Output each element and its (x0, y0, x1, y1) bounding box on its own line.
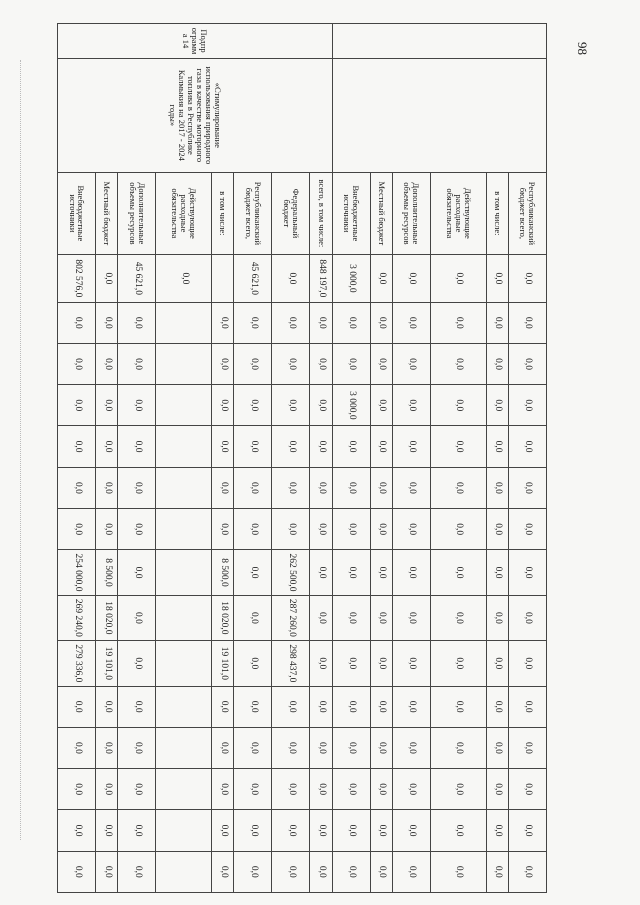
value-cell: 848 197,0 (310, 255, 332, 302)
value-cell: 0,0 (508, 595, 546, 640)
value-cell: 0,0 (332, 851, 370, 892)
value-cell: 0,0 (96, 385, 118, 426)
value-cell: 45 621,0 (118, 255, 156, 302)
value-cell: 0,0 (96, 426, 118, 467)
value-cell: 0,0 (430, 509, 486, 550)
value-cell: 8 500,0 (96, 550, 118, 595)
value-cell: 0,0 (234, 426, 272, 467)
value-cell: 0,0 (310, 641, 332, 686)
value-cell: 0,0 (332, 641, 370, 686)
value-cell: 0,0 (370, 595, 392, 640)
value-cell: 0,0 (508, 686, 546, 727)
value-cell: 0,0 (508, 343, 546, 384)
value-cell: 0,0 (486, 509, 508, 550)
value-cell: 0,0 (486, 302, 508, 343)
value-cell: 0,0 (310, 810, 332, 851)
value-cell: 0,0 (430, 426, 486, 467)
value-cell: 0,0 (392, 426, 430, 467)
value-cell: 0,0 (332, 302, 370, 343)
row-label: Дополнительные объемы ресурсов (118, 172, 156, 255)
value-cell: 0,0 (430, 595, 486, 640)
value-cell: 0,0 (272, 385, 310, 426)
value-cell: 0,0 (370, 467, 392, 508)
value-cell: 0,0 (392, 595, 430, 640)
value-cell: 0,0 (430, 255, 486, 302)
value-cell: 0,0 (212, 343, 234, 384)
value-cell (156, 727, 212, 768)
value-cell: 0,0 (392, 302, 430, 343)
value-cell: 0,0 (392, 255, 430, 302)
value-cell: 0,0 (234, 727, 272, 768)
value-cell (156, 641, 212, 686)
value-cell: 0,0 (234, 343, 272, 384)
value-cell (212, 255, 234, 302)
value-cell: 0,0 (234, 509, 272, 550)
value-cell: 0,0 (58, 769, 96, 810)
value-cell: 0,0 (310, 426, 332, 467)
value-cell: 0,0 (58, 426, 96, 467)
value-cell: 0,0 (508, 851, 546, 892)
value-cell: 0,0 (96, 727, 118, 768)
value-cell: 0,0 (234, 641, 272, 686)
value-cell: 0,0 (392, 851, 430, 892)
value-cell: 0,0 (310, 727, 332, 768)
row-label: Федеральный бюджет (272, 172, 310, 255)
value-cell: 0,0 (310, 467, 332, 508)
value-cell: 0,0 (212, 851, 234, 892)
value-cell: 45 621,0 (234, 255, 272, 302)
value-cell: 0,0 (508, 385, 546, 426)
value-cell: 0,0 (118, 426, 156, 467)
value-cell: 0,0 (508, 509, 546, 550)
value-cell (156, 343, 212, 384)
value-cell: 0,0 (486, 727, 508, 768)
value-cell: 0,0 (430, 343, 486, 384)
value-cell: 0,0 (212, 509, 234, 550)
subprogram-label: Подпр ограмм а 14 (58, 24, 333, 59)
value-cell: 0,0 (392, 509, 430, 550)
value-cell: 0,0 (430, 550, 486, 595)
value-cell: 0,0 (310, 851, 332, 892)
value-cell: 0,0 (392, 686, 430, 727)
row-label: Действующие расходные обязательства (156, 172, 212, 255)
value-cell: 0,0 (118, 851, 156, 892)
value-cell: 0,0 (370, 550, 392, 595)
row-label: всего, в том числе: (310, 172, 332, 255)
value-cell: 0,0 (486, 851, 508, 892)
value-cell: 0,0 (118, 509, 156, 550)
value-cell: 0,0 (392, 769, 430, 810)
value-cell: 19 101,0 (96, 641, 118, 686)
value-cell: 0,0 (508, 769, 546, 810)
value-cell: 0,0 (508, 426, 546, 467)
group-label: «Стимулирование использования природного газа в качестве моторного топлива в Республике Калмыкия на 2017 - 2024 годы» (58, 59, 333, 173)
value-cell: 0,0 (310, 302, 332, 343)
value-cell (156, 302, 212, 343)
value-cell: 0,0 (156, 255, 212, 302)
value-cell: 0,0 (310, 686, 332, 727)
value-cell: 0,0 (370, 769, 392, 810)
value-cell: 0,0 (332, 810, 370, 851)
value-cell: 0,0 (58, 686, 96, 727)
value-cell: 0,0 (58, 302, 96, 343)
value-cell: 0,0 (486, 769, 508, 810)
value-cell: 0,0 (58, 467, 96, 508)
value-cell: 0,0 (310, 595, 332, 640)
value-cell (156, 810, 212, 851)
value-cell: 0,0 (508, 467, 546, 508)
value-cell: 0,0 (486, 595, 508, 640)
value-cell: 802 576,0 (58, 255, 96, 302)
group-cell-empty (332, 59, 546, 173)
value-cell: 0,0 (212, 769, 234, 810)
value-cell: 0,0 (234, 302, 272, 343)
row-label: Внебюджетные источники (58, 172, 96, 255)
value-cell: 0,0 (430, 810, 486, 851)
value-cell: 0,0 (96, 467, 118, 508)
value-cell: 0,0 (392, 641, 430, 686)
value-cell: 0,0 (212, 302, 234, 343)
value-cell: 0,0 (96, 302, 118, 343)
value-cell: 8 500,0 (212, 550, 234, 595)
value-cell: 0,0 (430, 467, 486, 508)
value-cell: 0,0 (310, 550, 332, 595)
value-cell (156, 385, 212, 426)
value-cell (156, 851, 212, 892)
value-cell: 0,0 (234, 851, 272, 892)
value-cell: 0,0 (118, 727, 156, 768)
value-cell: 3 000,0 (332, 385, 370, 426)
value-cell: 0,0 (96, 810, 118, 851)
value-cell: 0,0 (332, 769, 370, 810)
value-cell: 298 437,0 (272, 641, 310, 686)
value-cell: 0,0 (58, 851, 96, 892)
value-cell: 0,0 (272, 255, 310, 302)
value-cell: 0,0 (370, 810, 392, 851)
value-cell: 0,0 (370, 343, 392, 384)
value-cell: 287 260,0 (272, 595, 310, 640)
value-cell: 0,0 (370, 727, 392, 768)
row-label: Внебюджетные источники (332, 172, 370, 255)
value-cell: 0,0 (272, 509, 310, 550)
value-cell: 0,0 (370, 851, 392, 892)
value-cell: 0,0 (508, 255, 546, 302)
value-cell: 0,0 (332, 550, 370, 595)
value-cell: 18 020,0 (212, 595, 234, 640)
value-cell: 254 000,0 (58, 550, 96, 595)
value-cell: 0,0 (430, 686, 486, 727)
value-cell: 0,0 (212, 426, 234, 467)
value-cell (156, 426, 212, 467)
value-cell: 0,0 (272, 686, 310, 727)
value-cell: 0,0 (272, 727, 310, 768)
value-cell: 0,0 (370, 255, 392, 302)
table-row (508, 24, 546, 893)
value-cell: 0,0 (234, 769, 272, 810)
value-cell: 0,0 (486, 686, 508, 727)
value-cell: 0,0 (486, 810, 508, 851)
row-label: Республиканский бюджет всего, (508, 172, 546, 255)
value-cell: 0,0 (486, 467, 508, 508)
value-cell: 0,0 (118, 686, 156, 727)
value-cell: 0,0 (392, 467, 430, 508)
value-cell: 0,0 (272, 343, 310, 384)
value-cell: 269 240,0 (58, 595, 96, 640)
row-label: в том числе: (486, 172, 508, 255)
value-cell: 0,0 (508, 810, 546, 851)
value-cell: 0,0 (118, 302, 156, 343)
value-cell: 0,0 (234, 686, 272, 727)
value-cell: 0,0 (118, 595, 156, 640)
value-cell: 0,0 (212, 810, 234, 851)
subprogram-cell-empty (332, 24, 546, 59)
value-cell: 18 020,0 (96, 595, 118, 640)
value-cell: 0,0 (486, 550, 508, 595)
value-cell: 0,0 (332, 426, 370, 467)
value-cell: 0,0 (234, 467, 272, 508)
value-cell: 0,0 (118, 550, 156, 595)
value-cell: 0,0 (486, 426, 508, 467)
value-cell: 0,0 (370, 686, 392, 727)
row-label: в том числе: (212, 172, 234, 255)
value-cell: 0,0 (370, 426, 392, 467)
value-cell: 0,0 (370, 302, 392, 343)
value-cell: 0,0 (508, 302, 546, 343)
value-cell: 0,0 (212, 467, 234, 508)
value-cell: 19 101,0 (212, 641, 234, 686)
value-cell: 0,0 (118, 769, 156, 810)
value-cell: 0,0 (370, 641, 392, 686)
value-cell: 0,0 (370, 509, 392, 550)
value-cell: 0,0 (332, 467, 370, 508)
value-cell: 0,0 (58, 509, 96, 550)
value-cell: 0,0 (392, 810, 430, 851)
value-cell: 0,0 (332, 727, 370, 768)
value-cell: 0,0 (508, 641, 546, 686)
value-cell: 0,0 (272, 426, 310, 467)
value-cell: 0,0 (310, 769, 332, 810)
value-cell (156, 686, 212, 727)
value-cell: 0,0 (430, 385, 486, 426)
value-cell: 0,0 (310, 385, 332, 426)
value-cell: 0,0 (272, 851, 310, 892)
value-cell: 0,0 (508, 550, 546, 595)
value-cell: 0,0 (212, 686, 234, 727)
value-cell: 0,0 (392, 343, 430, 384)
value-cell: 0,0 (332, 509, 370, 550)
value-cell: 0,0 (486, 343, 508, 384)
value-cell: 0,0 (234, 550, 272, 595)
value-cell: 0,0 (212, 385, 234, 426)
value-cell: 0,0 (234, 385, 272, 426)
value-cell: 0,0 (272, 302, 310, 343)
row-label: Республиканский бюджет всего, (234, 172, 272, 255)
value-cell: 0,0 (96, 769, 118, 810)
funding-table (57, 23, 547, 893)
value-cell: 0,0 (96, 343, 118, 384)
value-cell (156, 509, 212, 550)
value-cell: 0,0 (58, 343, 96, 384)
value-cell: 0,0 (96, 686, 118, 727)
row-label: Местный бюджет (96, 172, 118, 255)
value-cell: 0,0 (392, 550, 430, 595)
row-label: Действующие расходные обязательства (430, 172, 486, 255)
value-cell: 0,0 (332, 595, 370, 640)
value-cell: 0,0 (486, 641, 508, 686)
value-cell: 0,0 (430, 727, 486, 768)
value-cell: 0,0 (234, 810, 272, 851)
value-cell: 0,0 (118, 467, 156, 508)
value-cell: 0,0 (370, 385, 392, 426)
value-cell: 0,0 (96, 851, 118, 892)
value-cell: 0,0 (118, 641, 156, 686)
value-cell: 0,0 (310, 509, 332, 550)
table-row (310, 24, 332, 893)
value-cell: 0,0 (430, 769, 486, 810)
value-cell: 0,0 (508, 727, 546, 768)
value-cell (156, 595, 212, 640)
value-cell: 0,0 (392, 385, 430, 426)
value-cell (156, 550, 212, 595)
fold-line (20, 60, 21, 840)
value-cell: 262 500,0 (272, 550, 310, 595)
row-label: Местный бюджет (370, 172, 392, 255)
value-cell: 0,0 (272, 810, 310, 851)
value-cell: 0,0 (310, 343, 332, 384)
value-cell: 0,0 (96, 255, 118, 302)
value-cell: 0,0 (430, 851, 486, 892)
value-cell (156, 467, 212, 508)
value-cell: 0,0 (486, 255, 508, 302)
value-cell: 0,0 (332, 686, 370, 727)
value-cell: 0,0 (118, 385, 156, 426)
value-cell: 0,0 (430, 641, 486, 686)
value-cell: 0,0 (96, 509, 118, 550)
row-label: Дополнительные объемы ресурсов (392, 172, 430, 255)
value-cell: 0,0 (118, 810, 156, 851)
funding-table-rotated (57, 23, 547, 893)
value-cell: 0,0 (272, 769, 310, 810)
value-cell: 0,0 (234, 595, 272, 640)
value-cell: 0,0 (486, 385, 508, 426)
value-cell: 279 336,0 (58, 641, 96, 686)
value-cell: 0,0 (58, 810, 96, 851)
value-cell: 0,0 (58, 727, 96, 768)
value-cell: 0,0 (118, 343, 156, 384)
value-cell: 3 000,0 (332, 255, 370, 302)
value-cell: 0,0 (332, 343, 370, 384)
value-cell: 0,0 (430, 302, 486, 343)
value-cell: 0,0 (58, 385, 96, 426)
page-number: 98 (575, 42, 590, 55)
value-cell: 0,0 (212, 727, 234, 768)
value-cell: 0,0 (392, 727, 430, 768)
value-cell: 0,0 (272, 467, 310, 508)
value-cell (156, 769, 212, 810)
